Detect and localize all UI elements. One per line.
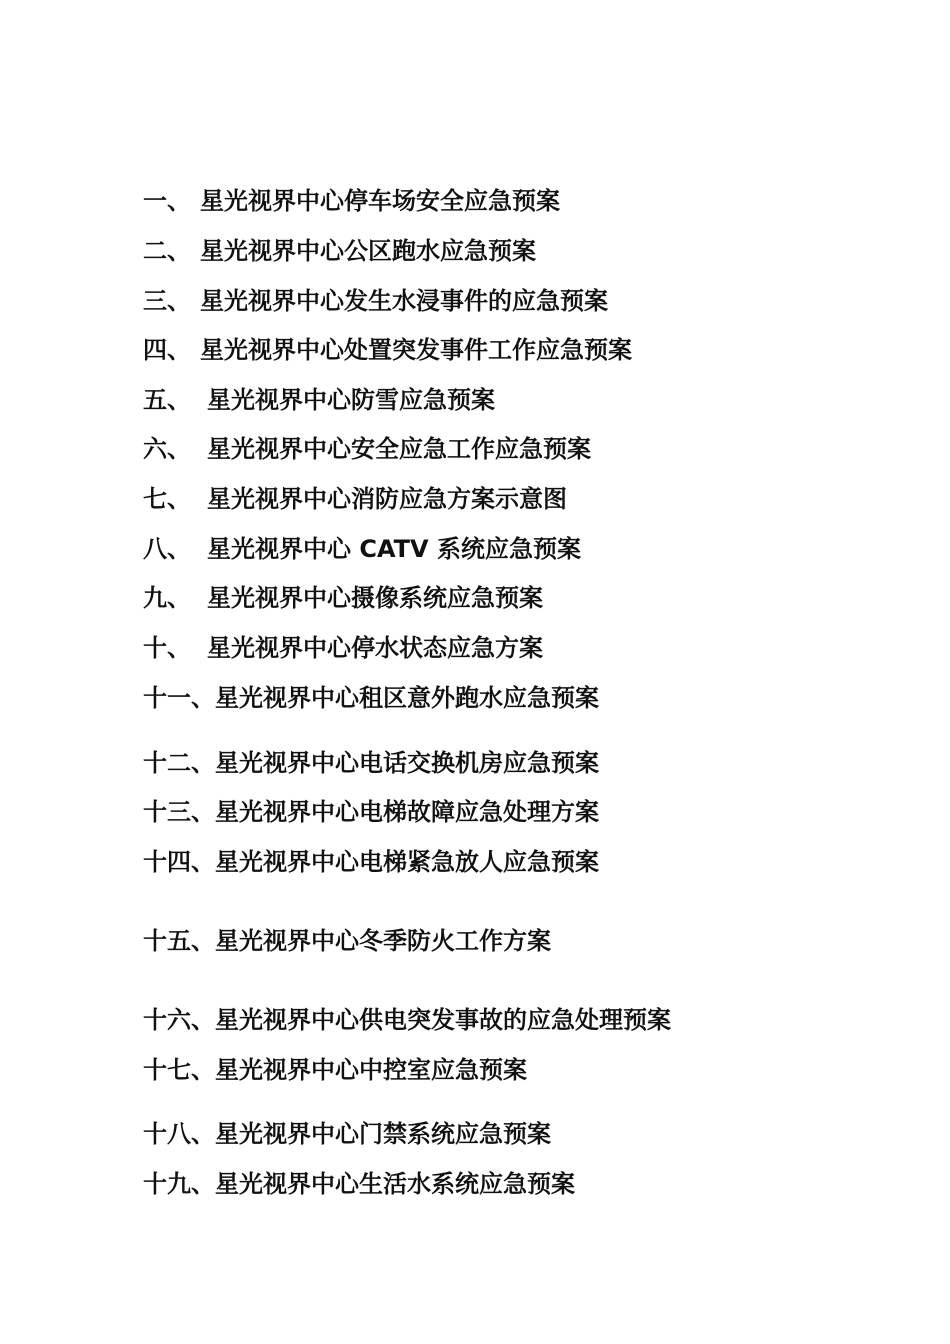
item-title: 星光视界中心防雪应急预案	[207, 386, 495, 414]
item-title: 星光视界中心摄像系统应急预案	[207, 584, 543, 612]
item-number: 二、	[143, 237, 191, 265]
item-number: 五、	[143, 386, 191, 414]
list-item	[143, 431, 591, 467]
item-number: 七、	[143, 485, 191, 513]
item-number: 六、	[143, 435, 191, 463]
list-item	[143, 481, 567, 517]
item-number: 一、	[143, 187, 191, 215]
list-item	[143, 745, 599, 781]
item-title: 星光视界中心发生水浸事件的应急预案	[200, 287, 608, 315]
list-item	[143, 1002, 671, 1038]
item-number: 十六、	[143, 1006, 215, 1034]
item-title: 星光视界中心租区意外跑水应急预案	[215, 684, 599, 712]
list-item	[143, 844, 599, 880]
item-number: 十八、	[143, 1120, 215, 1148]
item-title: 星光视界中心公区跑水应急预案	[200, 237, 536, 265]
item-number: 十一、	[143, 684, 215, 712]
item-title: 星光视界中心生活水系统应急预案	[215, 1170, 575, 1198]
list-item	[143, 531, 581, 567]
item-title: 星光视界中心停车场安全应急预案	[200, 187, 560, 215]
item-title: 星光视界中心停水状态应急方案	[207, 634, 543, 662]
item-title: 星光视界中心 CATV 系统应急预案	[207, 535, 581, 563]
item-number: 十九、	[143, 1170, 215, 1198]
list-item	[143, 332, 632, 368]
list-item	[143, 794, 599, 830]
item-number: 三、	[143, 287, 191, 315]
item-title: 星光视界中心供电突发事故的应急处理预案	[215, 1006, 671, 1034]
item-title: 星光视界中心消防应急方案示意图	[207, 485, 567, 513]
list-item	[143, 1052, 527, 1088]
item-number: 九、	[143, 584, 191, 612]
item-number: 四、	[143, 336, 191, 364]
list-item	[143, 183, 560, 219]
list-item	[143, 680, 599, 716]
item-number: 八、	[143, 535, 191, 563]
item-title: 星光视界中心电梯故障应急处理方案	[215, 798, 599, 826]
item-title: 星光视界中心门禁系统应急预案	[215, 1120, 551, 1148]
list-item	[143, 233, 536, 269]
list-item	[143, 580, 543, 616]
item-title: 星光视界中心电话交换机房应急预案	[215, 749, 599, 777]
item-number: 十四、	[143, 848, 215, 876]
item-title: 星光视界中心安全应急工作应急预案	[207, 435, 591, 463]
item-number: 十二、	[143, 749, 215, 777]
item-number: 十七、	[143, 1056, 215, 1084]
list-item	[143, 630, 543, 666]
item-number: 十五、	[143, 927, 215, 955]
item-number: 十三、	[143, 798, 215, 826]
item-title: 星光视界中心处置突发事件工作应急预案	[200, 336, 632, 364]
list-item	[143, 382, 495, 418]
list-item	[143, 923, 551, 959]
list-item	[143, 283, 608, 319]
list-item	[143, 1116, 551, 1152]
item-title: 星光视界中心冬季防火工作方案	[215, 927, 551, 955]
item-title: 星光视界中心电梯紧急放人应急预案	[215, 848, 599, 876]
item-number: 十、	[143, 634, 191, 662]
list-item	[143, 1166, 575, 1202]
item-title: 星光视界中心中控室应急预案	[215, 1056, 527, 1084]
